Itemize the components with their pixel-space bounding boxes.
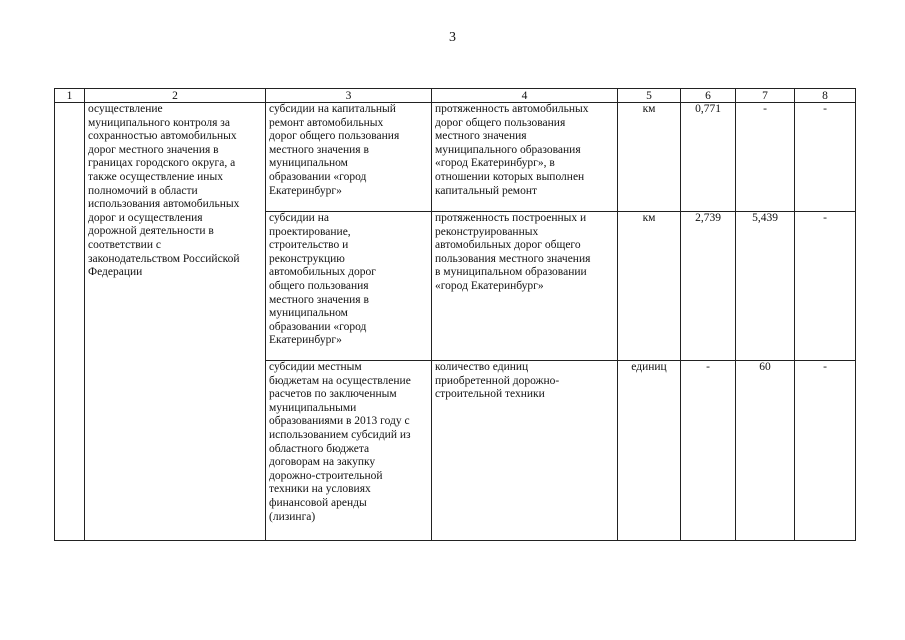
header-cell-6: 6 [681, 89, 736, 103]
value-cell-col7: 5,439 [736, 212, 795, 361]
page-number: 3 [449, 30, 456, 45]
measure-cell: субсидии местным бюджетам на осуществление расчетов по заключенным муниципальными образованиями в 2013 году с использованием субсидий из областного бюджета договорам на закупку дорожно-строительной техники на условиях финансовой аренды (лизинга) [266, 361, 432, 541]
value-cell-col6: - [681, 361, 736, 541]
value-cell-col8: - [795, 212, 856, 361]
value-cell-col8: - [795, 103, 856, 212]
task-cell: осуществление муниципального контроля за сохранностью автомобильных дорог местного значения в границах городского округа, а также осуществление иных полномочий в области использования автомобильных дорог и осуществления дорожной деятельности в соответствии с законодательством Российской Федерации [85, 103, 266, 541]
value-cell-col6: 0,771 [681, 103, 736, 212]
header-cell-3: 3 [266, 89, 432, 103]
indicator-cell: количество единиц приобретенной дорожно- строительной техники [432, 361, 618, 541]
value-cell-col7: - [736, 103, 795, 212]
header-cell-4: 4 [432, 89, 618, 103]
value-cell-col8: - [795, 361, 856, 541]
measure-cell: субсидии на капитальный ремонт автомобильных дорог общего пользования местного значения в муниципальном образовании «город Екатеринбург» [266, 103, 432, 212]
measure-cell: субсидии на проектирование, строительство и реконструкцию автомобильных дорог общего пользования местного значения в муниципальном образовании «город Екатеринбург» [266, 212, 432, 361]
header-cell-1: 1 [55, 89, 85, 103]
table-row [55, 103, 856, 212]
unit-cell: км [618, 103, 681, 212]
header-cell-5: 5 [618, 89, 681, 103]
value-cell-col6: 2,739 [681, 212, 736, 361]
unit-cell: км [618, 212, 681, 361]
table-header-row [55, 89, 856, 103]
value-cell-col7: 60 [736, 361, 795, 541]
row-number-cell [55, 103, 85, 541]
header-cell-2: 2 [85, 89, 266, 103]
header-cell-8: 8 [795, 89, 856, 103]
header-cell-7: 7 [736, 89, 795, 103]
unit-cell: единиц [618, 361, 681, 541]
indicator-cell: протяженность автомобильных дорог общего пользования местного значения муниципального образования «город Екатеринбург», в отношении которых выполнен капитальный ремонт [432, 103, 618, 212]
program-table [54, 88, 856, 541]
indicator-cell: протяженность построенных и реконструированных автомобильных дорог общего пользования местного значения в муниципальном образовании «город Екатеринбург» [432, 212, 618, 361]
